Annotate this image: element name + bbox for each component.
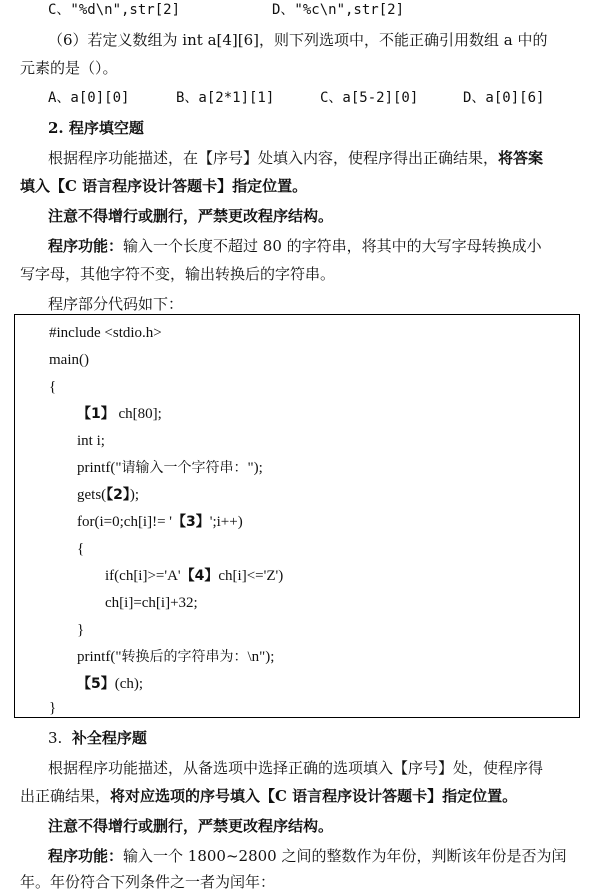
section2-desc-a: 根据程序功能描述，在【序号】处填入内容，使程序得出正确结果， bbox=[48, 149, 499, 167]
code-ch-decl: ch[80]; bbox=[114, 406, 162, 422]
printf-open: printf(" bbox=[77, 460, 122, 476]
section2-function-label: 程序功能： bbox=[48, 237, 124, 255]
code-line-int-i: int i; bbox=[77, 433, 105, 449]
section3-desc-b: 将对应选项的序号填入【C 语言程序设计答题卡】指定位置。 bbox=[110, 787, 518, 805]
section2-desc-b: 将答案 bbox=[498, 149, 544, 167]
code-line-for bbox=[77, 512, 243, 532]
section3-function-text1: 输入一个 1800~2800 之间的整数作为年份，判断该年份是否为闰 bbox=[123, 847, 567, 865]
blank-2-marker: 【2】 bbox=[106, 487, 130, 503]
section3-function-line1 bbox=[48, 846, 566, 866]
section3-heading bbox=[48, 728, 147, 748]
code-line-for-open-brace: { bbox=[77, 541, 85, 557]
q6-option-c: C、a[5-2][0] bbox=[320, 90, 419, 106]
q5-option-c: C、"%d\n",str[2] bbox=[48, 2, 181, 18]
code-line-blank1 bbox=[77, 404, 162, 424]
code-line-if bbox=[105, 566, 283, 586]
q6-option-d: D、a[0][6] bbox=[463, 90, 545, 106]
printf-close: "); bbox=[247, 460, 263, 476]
printf2-text: 转换后的字符串为： bbox=[121, 649, 248, 665]
code-line-close-brace: } bbox=[49, 700, 57, 716]
section3-note: 注意不得增行或删行，严禁更改程序结构。 bbox=[48, 817, 334, 835]
section2-note: 注意不得增行或删行，严禁更改程序结构。 bbox=[48, 207, 334, 225]
for-head: for(i=0;ch[i]!= ' bbox=[77, 514, 173, 530]
section2-function-line1 bbox=[48, 236, 542, 256]
section3-desc-line2 bbox=[20, 786, 517, 806]
section2-desc-line1 bbox=[48, 148, 543, 168]
blank-3-marker: 【3】 bbox=[172, 514, 210, 530]
section2-heading: 2. 程序填空题 bbox=[48, 119, 144, 137]
code-line-convert: ch[i]=ch[i]+32; bbox=[105, 595, 198, 611]
blank-5-call: (ch); bbox=[114, 676, 144, 692]
blank-1-marker: 【1】 bbox=[77, 406, 115, 422]
section2-function-text1: 输入一个长度不超过 80 的字符串，将其中的大写字母转换成小 bbox=[123, 237, 542, 255]
printf2-open: printf(" bbox=[77, 649, 122, 665]
q5-option-d: D、"%c\n",str[2] bbox=[272, 2, 405, 18]
q6-question-line2: 元素的是（）。 bbox=[20, 59, 118, 77]
code-box bbox=[14, 314, 580, 718]
section3-desc-a: 出正确结果， bbox=[20, 787, 111, 805]
code-line-open-brace: { bbox=[49, 379, 57, 395]
q6-question-line1: （6）若定义数组为 int a[4][6]，则下列选项中，不能正确引用数组 a 中的 bbox=[48, 31, 548, 49]
if-head: if(ch[i]>='A' bbox=[105, 568, 181, 584]
section2-function-line2: 写字母，其他字符不变，输出转换后的字符串。 bbox=[20, 265, 336, 283]
gets-open: gets( bbox=[77, 487, 107, 503]
printf-prompt-text: 请输入一个字符串： bbox=[121, 460, 248, 476]
section3-heading-number: 3. bbox=[48, 729, 63, 747]
code-line-blank5 bbox=[77, 674, 143, 694]
q6-option-a: A、a[0][0] bbox=[48, 90, 130, 106]
code-line-printf-output bbox=[77, 647, 274, 667]
section3-function-label: 程序功能： bbox=[48, 847, 124, 865]
if-tail: ch[i]<='Z') bbox=[218, 568, 284, 584]
blank-5-marker: 【5】 bbox=[77, 676, 115, 692]
section3-desc-line1: 根据程序功能描述，从备选项中选择正确的选项填入【序号】处，使程序得 bbox=[48, 759, 544, 777]
section3-function-line2: 年。年份符合下列条件之一者为闰年： bbox=[20, 873, 276, 891]
section2-code-intro: 程序部分代码如下： bbox=[48, 295, 184, 313]
code-line-gets bbox=[77, 485, 139, 505]
printf2-close: \n"); bbox=[247, 649, 275, 665]
blank-4-marker: 【4】 bbox=[180, 568, 219, 584]
code-line-main: main() bbox=[49, 352, 89, 368]
code-line-printf-input bbox=[77, 458, 263, 478]
code-line-include: #include <stdio.h> bbox=[49, 325, 162, 341]
q6-option-b: B、a[2*1][1] bbox=[176, 90, 275, 106]
section3-heading-text: 补全程序题 bbox=[71, 729, 147, 747]
section2-desc-line2: 填入【C 语言程序设计答题卡】指定位置。 bbox=[20, 177, 308, 195]
gets-close: ); bbox=[129, 487, 140, 503]
for-tail: ';i++) bbox=[209, 514, 243, 530]
code-line-for-close-brace: } bbox=[77, 622, 85, 638]
